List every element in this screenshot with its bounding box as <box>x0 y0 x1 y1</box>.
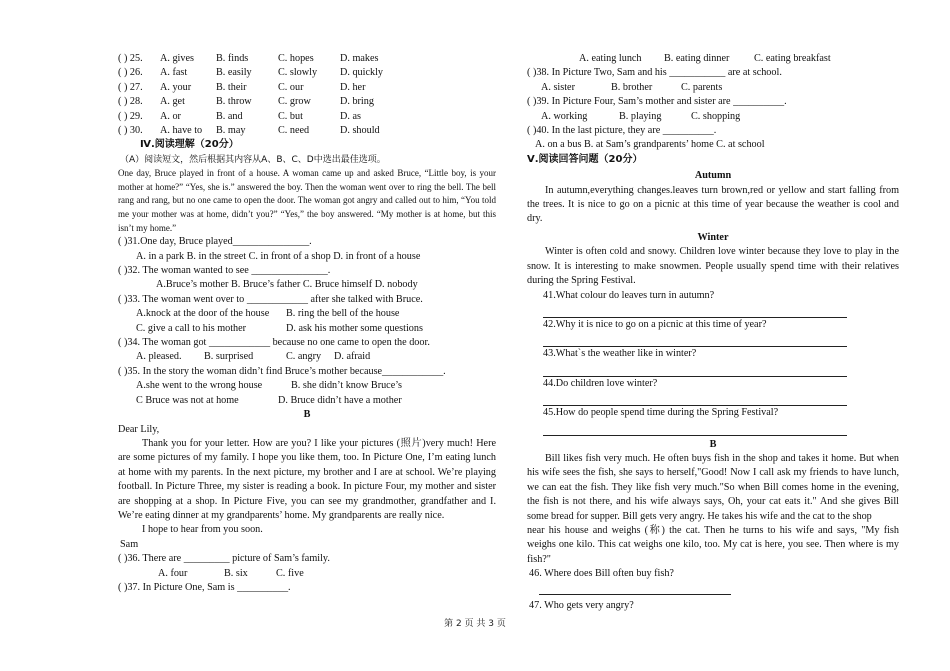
question-44: 44.Do children love winter? <box>543 377 658 389</box>
multiple-choice-list <box>118 52 496 138</box>
q36-option-b: B. six <box>224 567 248 579</box>
mcq-row <box>118 110 496 124</box>
section-4-title-text: Ⅳ.阅读理解（20分） <box>140 139 239 151</box>
question-32: ( )32. The woman wanted to see _______________. <box>118 265 331 277</box>
q38-option-c: C. parents <box>681 81 723 93</box>
part-b-heading-2: B <box>709 438 717 450</box>
section-4-title <box>118 138 496 152</box>
question-35-options-cd <box>118 394 496 408</box>
q37-option-b: B. eating dinner <box>664 53 730 64</box>
answer-line-46[interactable] <box>539 582 731 595</box>
autumn-title: Autumn <box>694 170 732 182</box>
winter-title: Winter <box>697 231 729 243</box>
q34-option-a: A. pleased. <box>136 351 182 363</box>
mcq-option-c: C. but <box>278 110 303 122</box>
question-33-options-cd <box>118 322 496 336</box>
mcq-option-d: D. makes <box>340 53 379 64</box>
q37-option-c: C. eating breakfast <box>754 53 831 64</box>
q33-option-b: B. ring the bell of the house <box>286 308 400 320</box>
question-42: 42.Why it is nice to go on a picnic at this time of year? <box>543 318 767 330</box>
mcq-option-a: A. fast <box>160 67 188 79</box>
mcq-option-c: C. slowly <box>278 67 318 79</box>
mcq-option-a: A. have to <box>160 125 203 137</box>
autumn-passage: In autumn,everything changes.leaves turn brown,red or yellow and start falling from the trees. It is nice to go on a picnic at this time of year because the weather is cool and dry. <box>527 184 899 225</box>
mcq-option-b: B. their <box>216 81 247 93</box>
q35-option-d: D. Bruce didn’t have a mother <box>278 394 402 406</box>
question-37: ( )37. In Picture One, Sam is __________. <box>118 581 291 593</box>
section-4-instruction: （A）阅读短文，然后根据其内容从A、B、C、D中选出最佳选项。 <box>120 154 386 165</box>
mcq-option-a: A. your <box>160 81 192 93</box>
mcq-number: ( ) 29. <box>118 110 143 122</box>
winter-passage: Winter is often cold and snowy. Children love winter because they love to play in the snow. It is interesting to make snowmen. People usually spend time with their relatives during the Spring Festival. <box>527 246 899 287</box>
mcq-option-b: B. finds <box>216 53 249 64</box>
mcq-option-b: B. throw <box>216 96 252 108</box>
question-31: ( )31.One day, Bruce played_______________. <box>118 236 312 248</box>
mcq-option-d: D. as <box>340 110 361 122</box>
mcq-option-c: C. hopes <box>278 53 314 64</box>
question-45: 45.How do people spend time during the Spring Festival? <box>543 407 779 419</box>
mcq-row <box>118 52 496 66</box>
section-5-title-text: Ⅴ.阅读回答问题（20分） <box>527 153 643 165</box>
mcq-option-c: C. grow <box>278 96 311 108</box>
question-37-options <box>527 52 899 66</box>
mcq-option-a: A. gives <box>160 53 194 64</box>
q39-option-c: C. shopping <box>691 110 741 122</box>
question-40-options: A. on a bus B. at Sam’s grandparents’ home C. at school <box>535 139 765 151</box>
q33-option-c: C. give a call to his mother <box>136 322 247 334</box>
mcq-option-b: B. easily <box>216 67 252 79</box>
question-43: 43.What`s the weather like in winter? <box>543 348 697 360</box>
question-35: ( )35. In the story the woman didn’t find Bruce’s mother because____________. <box>118 365 446 377</box>
question-33: ( )33. The woman went over to ____________ after she talked with Bruce. <box>118 293 423 305</box>
letter-signature: Sam <box>120 538 139 550</box>
q39-option-a: A. working <box>541 110 588 122</box>
mcq-option-d: D. should <box>340 125 380 137</box>
answer-line-44[interactable] <box>543 391 847 406</box>
answer-line-43[interactable] <box>543 362 847 377</box>
fish-passage-continued: near his house and weighs (称) the cat. Then he turns to his wife and says, "My fish weighs one kilo. This cat weighs one kilo, too. My cat is here, you see. Then where is my fish?" <box>527 524 899 565</box>
question-38: ( )38. In Picture Two, Sam and his ___________ are at school. <box>527 67 782 79</box>
q33-option-a: A.knock at the door of the house <box>136 308 270 320</box>
answer-line-42[interactable] <box>543 332 847 347</box>
q35-option-c: C Bruce was not at home <box>136 394 239 406</box>
answer-line-41[interactable] <box>543 303 847 318</box>
q34-option-c: C. angry <box>286 351 322 363</box>
mcq-number: ( ) 27. <box>118 81 143 93</box>
question-31-options: A. in a park B. in the street C. in front of a shop D. in front of a house <box>136 250 421 262</box>
q33-option-d: D. ask his mother some questions <box>286 322 423 334</box>
q37-option-a: A. eating lunch <box>579 53 642 64</box>
question-46: 46. Where does Bill often buy fish? <box>529 568 674 580</box>
letter-greeting: Dear Lily, <box>118 423 160 435</box>
mcq-option-a: A. get <box>160 96 185 108</box>
mcq-row <box>118 124 496 138</box>
page-footer: 第 2 页 共 3 页 <box>444 619 506 629</box>
section-5-title <box>527 153 899 167</box>
question-36: ( )36. There are _________ picture of Sam’s family. <box>118 553 330 565</box>
mcq-option-c: C. need <box>278 125 310 137</box>
mcq-option-a: A. or <box>160 110 181 122</box>
part-b-heading: B <box>303 409 311 421</box>
q39-option-b: B. playing <box>619 110 662 122</box>
q36-option-c: C. five <box>276 567 304 579</box>
answer-line-45[interactable] <box>543 421 847 436</box>
mcq-option-d: D. bring <box>340 96 374 108</box>
q34-option-b: B. surprised <box>204 351 254 363</box>
q35-option-b: B. she didn’t know Bruce’s <box>291 380 403 392</box>
mcq-row <box>118 81 496 95</box>
passage-a: One day, Bruce played in front of a house. A woman came up and asked Bruce, “Little boy, is your mother at home?” “Yes, she is.” answered the boy. Then the woman went over to ring the bell. The bell rang and rang, but no one came to open the door. The woman got angry and called out to him, “You told me your mother was at home, didn’t you?” “Yes,” the boy answered. “My mother is at home, but this isn’t my home.” <box>118 168 496 233</box>
mcq-row <box>118 66 496 80</box>
question-39-options <box>527 110 899 124</box>
q34-option-d: D. afraid <box>334 351 371 363</box>
question-47: 47. Who gets very angry? <box>529 599 634 611</box>
mcq-option-d: D. her <box>340 81 366 93</box>
q38-option-a: A. sister <box>541 81 575 93</box>
mcq-row <box>118 95 496 109</box>
mcq-option-d: D. quickly <box>340 67 384 79</box>
mcq-number: ( ) 30. <box>118 125 143 137</box>
letter-body: Thank you for your letter. How are you? I like your pictures (照片)very much! Here are some pictures of my family. I hope you like them, too. In Picture One, I’m eating lunch at home with my parents. In the next picture, my brother and I are at school. We’re playing football. In Picture Three, my sister is reading a book. In picture Four, my mother and sister are shopping at a shop. In Picture Five, you can see my grandmother, grandfather and I. We’re eating dinner at my grandparents’ home. My grandparents are really nice. <box>118 437 496 521</box>
question-36-options <box>118 567 496 581</box>
question-34: ( )34. The woman got ____________ because no one came to open the door. <box>118 337 430 349</box>
fish-passage: Bill likes fish very much. He often buys fish in the shop and takes it home. But when his wife sees the fish, she says to herself,"Good! Now I call ask my friends to have lunch, we can eat the fish. They like fish very much."So when Bill comes home in the evening, the fish is not there, and his wife always says, Oh, your cat eats it." And she gives Bill some bread for supper. Bill gets very angry. He takes his wife and the cat to the shop <box>527 452 899 522</box>
question-32-options: A.Bruce’s mother B. Bruce’s father C. Bruce himself D. nobody <box>156 279 418 291</box>
mcq-number: ( ) 26. <box>118 67 143 79</box>
letter-closing: I hope to hear from you soon. <box>142 524 263 536</box>
question-34-options <box>118 350 496 364</box>
question-38-options <box>527 81 899 95</box>
mcq-number: ( ) 25. <box>118 53 143 64</box>
q38-option-b: B. brother <box>611 81 653 93</box>
question-40: ( )40. In the last picture, they are __________. <box>527 125 717 137</box>
mcq-number: ( ) 28. <box>118 96 143 108</box>
q36-option-a: A. four <box>158 567 188 579</box>
question-33-options-ab <box>118 307 496 321</box>
mcq-option-b: B. and <box>216 110 243 122</box>
q35-option-a: A.she went to the wrong house <box>136 380 263 392</box>
mcq-option-b: B. may <box>216 125 246 137</box>
mcq-option-c: C. our <box>278 81 304 93</box>
question-35-options-ab <box>118 379 496 393</box>
right-column <box>527 52 899 613</box>
question-41: 41.What colour do leaves turn in autumn? <box>543 289 715 301</box>
question-39: ( )39. In Picture Four, Sam’s mother and sister are __________. <box>527 96 787 108</box>
left-column <box>118 52 496 595</box>
